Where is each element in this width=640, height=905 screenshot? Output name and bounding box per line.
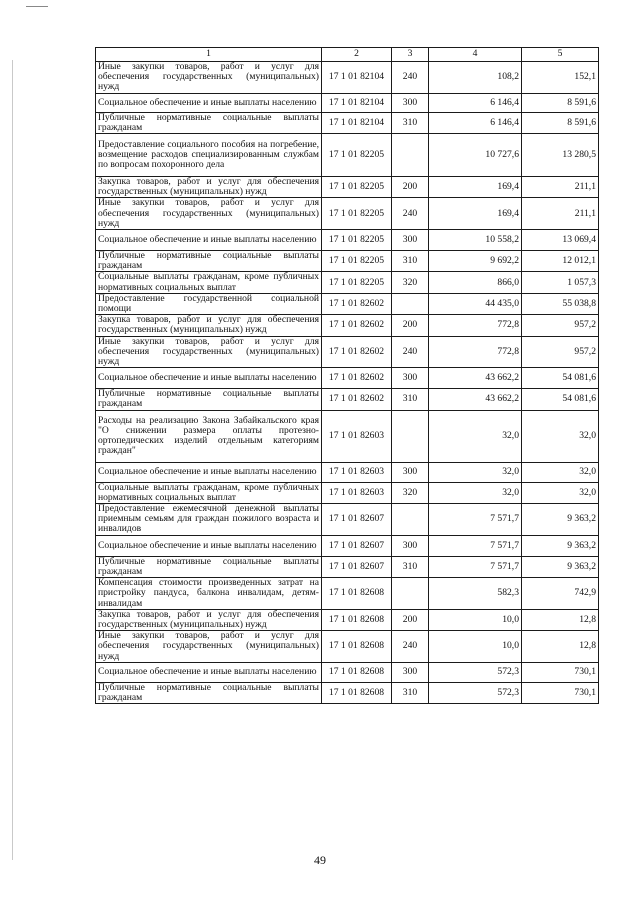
cell-amount-year-2: 8 591,6 bbox=[522, 112, 599, 133]
cell-description: Социальное обеспечение и иные выплаты населению bbox=[96, 93, 322, 112]
cell-expense-type: 240 bbox=[392, 198, 429, 230]
table-row bbox=[96, 662, 599, 682]
table-row bbox=[96, 272, 599, 293]
table-row bbox=[96, 198, 599, 230]
table-row bbox=[96, 336, 599, 368]
cell-amount-year-2: 12,8 bbox=[522, 609, 599, 630]
cell-expense-type: 240 bbox=[392, 62, 429, 94]
table-row bbox=[96, 112, 599, 133]
cell-amount-year-1: 7 571,7 bbox=[429, 535, 522, 556]
cell-expense-type: 310 bbox=[392, 389, 429, 410]
cell-amount-year-1: 572,3 bbox=[429, 682, 522, 703]
cell-target-code: 17 1 01 82602 bbox=[322, 336, 392, 368]
cell-description: Публичные нормативные социальные выплаты гражданам bbox=[96, 389, 322, 410]
cell-amount-year-1: 572,3 bbox=[429, 662, 522, 682]
cell-amount-year-2: 32,0 bbox=[522, 462, 599, 482]
cell-expense-type: 300 bbox=[392, 93, 429, 112]
cell-target-code: 17 1 01 82602 bbox=[322, 368, 392, 389]
table-row bbox=[96, 62, 599, 94]
cell-amount-year-2: 13 280,5 bbox=[522, 134, 599, 177]
cell-target-code: 17 1 01 82205 bbox=[322, 177, 392, 198]
table-row bbox=[96, 251, 599, 272]
cell-description: Публичные нормативные социальные выплаты гражданам bbox=[96, 556, 322, 577]
cell-amount-year-2: 54 081,6 bbox=[522, 368, 599, 389]
cell-target-code: 17 1 01 82104 bbox=[322, 112, 392, 133]
cell-amount-year-2: 211,1 bbox=[522, 177, 599, 198]
cell-expense-type: 310 bbox=[392, 112, 429, 133]
cell-target-code: 17 1 01 82603 bbox=[322, 462, 392, 482]
cell-description: Предоставление государственной социальной помощи bbox=[96, 293, 322, 314]
cell-description: Закупка товаров, работ и услуг для обеспечения государственных (муниципальных) нужд bbox=[96, 315, 322, 336]
cell-expense-type: 300 bbox=[392, 368, 429, 389]
cell-amount-year-1: 10,0 bbox=[429, 609, 522, 630]
cell-description: Иные закупки товаров, работ и услуг для обеспечения государственных (муниципальных) нужд bbox=[96, 198, 322, 230]
table-body bbox=[96, 62, 599, 704]
table-row bbox=[96, 315, 599, 336]
table-row bbox=[96, 410, 599, 462]
table-row bbox=[96, 93, 599, 112]
cell-target-code: 17 1 01 82608 bbox=[322, 631, 392, 663]
cell-target-code: 17 1 01 82607 bbox=[322, 504, 392, 536]
table-header bbox=[96, 48, 599, 62]
cell-description: Закупка товаров, работ и услуг для обеспечения государственных (муниципальных) нужд bbox=[96, 609, 322, 630]
cell-target-code: 17 1 01 82608 bbox=[322, 609, 392, 630]
cell-description: Публичные нормативные социальные выплаты гражданам bbox=[96, 112, 322, 133]
table-row bbox=[96, 134, 599, 177]
cell-expense-type bbox=[392, 293, 429, 314]
cell-amount-year-2: 12 012,1 bbox=[522, 251, 599, 272]
cell-description: Социальное обеспечение и иные выплаты населению bbox=[96, 462, 322, 482]
cell-description: Иные закупки товаров, работ и услуг для обеспечения государственных (муниципальных) нужд bbox=[96, 631, 322, 663]
cell-amount-year-2: 152,1 bbox=[522, 62, 599, 94]
cell-target-code: 17 1 01 82603 bbox=[322, 482, 392, 503]
cell-amount-year-1: 108,2 bbox=[429, 62, 522, 94]
cell-description: Иные закупки товаров, работ и услуг для обеспечения государственных (муниципальных) нужд bbox=[96, 336, 322, 368]
cell-amount-year-1: 169,4 bbox=[429, 177, 522, 198]
cell-amount-year-1: 43 662,2 bbox=[429, 389, 522, 410]
cell-amount-year-2: 12,8 bbox=[522, 631, 599, 663]
cell-description: Социальное обеспечение и иные выплаты населению bbox=[96, 230, 322, 251]
cell-amount-year-1: 32,0 bbox=[429, 410, 522, 462]
table-row bbox=[96, 482, 599, 503]
header-col-2: 2 bbox=[322, 48, 392, 62]
cell-amount-year-1: 43 662,2 bbox=[429, 368, 522, 389]
cell-expense-type: 200 bbox=[392, 609, 429, 630]
table-row bbox=[96, 682, 599, 703]
header-col-3: 3 bbox=[392, 48, 429, 62]
cell-amount-year-1: 32,0 bbox=[429, 482, 522, 503]
cell-target-code: 17 1 01 82104 bbox=[322, 93, 392, 112]
table-row bbox=[96, 368, 599, 389]
cell-target-code: 17 1 01 82205 bbox=[322, 230, 392, 251]
cell-expense-type: 320 bbox=[392, 272, 429, 293]
cell-description: Социальные выплаты гражданам, кроме публичных нормативных социальных выплат bbox=[96, 482, 322, 503]
cell-target-code: 17 1 01 82205 bbox=[322, 251, 392, 272]
cell-target-code: 17 1 01 82205 bbox=[322, 272, 392, 293]
cell-amount-year-2: 957,2 bbox=[522, 315, 599, 336]
cell-expense-type: 300 bbox=[392, 230, 429, 251]
table-row bbox=[96, 293, 599, 314]
cell-description: Предоставление социального пособия на погребение, возмещение расходов специализированным службам по вопросам похоронного дела bbox=[96, 134, 322, 177]
cell-target-code: 17 1 01 82602 bbox=[322, 293, 392, 314]
cell-amount-year-1: 866,0 bbox=[429, 272, 522, 293]
cell-amount-year-1: 169,4 bbox=[429, 198, 522, 230]
cell-expense-type: 310 bbox=[392, 682, 429, 703]
cell-target-code: 17 1 01 82602 bbox=[322, 315, 392, 336]
cell-amount-year-1: 582,3 bbox=[429, 578, 522, 610]
cell-amount-year-1: 10 558,2 bbox=[429, 230, 522, 251]
table-row bbox=[96, 462, 599, 482]
cell-amount-year-2: 9 363,2 bbox=[522, 535, 599, 556]
cell-expense-type: 310 bbox=[392, 556, 429, 577]
cell-description: Иные закупки товаров, работ и услуг для обеспечения государственных (муниципальных) нужд bbox=[96, 62, 322, 94]
cell-amount-year-2: 9 363,2 bbox=[522, 504, 599, 536]
cell-expense-type: 200 bbox=[392, 177, 429, 198]
cell-expense-type bbox=[392, 504, 429, 536]
cell-description: Предоставление ежемесячной денежной выплаты приемным семьям для граждан пожилого возраста и инвалидов bbox=[96, 504, 322, 536]
cell-amount-year-2: 32,0 bbox=[522, 410, 599, 462]
cell-amount-year-1: 7 571,7 bbox=[429, 504, 522, 536]
cell-target-code: 17 1 01 82205 bbox=[322, 198, 392, 230]
cell-target-code: 17 1 01 82608 bbox=[322, 662, 392, 682]
cell-amount-year-1: 7 571,7 bbox=[429, 556, 522, 577]
table-row bbox=[96, 389, 599, 410]
cell-amount-year-2: 9 363,2 bbox=[522, 556, 599, 577]
cell-expense-type: 300 bbox=[392, 662, 429, 682]
cell-target-code: 17 1 01 82603 bbox=[322, 410, 392, 462]
cell-amount-year-1: 772,8 bbox=[429, 336, 522, 368]
table-row bbox=[96, 578, 599, 610]
header-col-1: 1 bbox=[96, 48, 322, 62]
table-row bbox=[96, 177, 599, 198]
cell-expense-type: 200 bbox=[392, 315, 429, 336]
cell-expense-type: 240 bbox=[392, 336, 429, 368]
cell-amount-year-1: 44 435,0 bbox=[429, 293, 522, 314]
page-number: 49 bbox=[314, 853, 326, 867]
cell-description: Публичные нормативные социальные выплаты гражданам bbox=[96, 682, 322, 703]
cell-amount-year-1: 32,0 bbox=[429, 462, 522, 482]
table-row bbox=[96, 556, 599, 577]
header-col-4: 4 bbox=[429, 48, 522, 62]
cell-description: Социальные выплаты гражданам, кроме публичных нормативных социальных выплат bbox=[96, 272, 322, 293]
cell-amount-year-2: 730,1 bbox=[522, 662, 599, 682]
cell-target-code: 17 1 01 82205 bbox=[322, 134, 392, 177]
cell-description: Социальное обеспечение и иные выплаты населению bbox=[96, 535, 322, 556]
cell-description: Публичные нормативные социальные выплаты гражданам bbox=[96, 251, 322, 272]
cell-amount-year-2: 1 057,3 bbox=[522, 272, 599, 293]
cell-description: Социальное обеспечение и иные выплаты населению bbox=[96, 368, 322, 389]
cell-amount-year-2: 13 069,4 bbox=[522, 230, 599, 251]
table-row bbox=[96, 609, 599, 630]
cell-amount-year-1: 10,0 bbox=[429, 631, 522, 663]
cell-amount-year-1: 772,8 bbox=[429, 315, 522, 336]
cell-description: Социальное обеспечение и иные выплаты населению bbox=[96, 662, 322, 682]
cell-amount-year-2: 32,0 bbox=[522, 482, 599, 503]
cell-amount-year-2: 742,9 bbox=[522, 578, 599, 610]
header-row bbox=[96, 48, 599, 62]
cell-description: Компенсация стоимости произведенных затрат на пристройку пандуса, балкона инвалидам, детям-инвалидам bbox=[96, 578, 322, 610]
cell-amount-year-2: 55 038,8 bbox=[522, 293, 599, 314]
cell-expense-type: 300 bbox=[392, 462, 429, 482]
cell-amount-year-2: 211,1 bbox=[522, 198, 599, 230]
cell-target-code: 17 1 01 82608 bbox=[322, 578, 392, 610]
cell-expense-type bbox=[392, 578, 429, 610]
cell-expense-type: 320 bbox=[392, 482, 429, 503]
cell-expense-type: 240 bbox=[392, 631, 429, 663]
cell-description: Закупка товаров, работ и услуг для обеспечения государственных (муниципальных) нужд bbox=[96, 177, 322, 198]
scan-edge-line bbox=[12, 60, 13, 860]
cell-expense-type: 300 bbox=[392, 535, 429, 556]
cell-amount-year-1: 6 146,4 bbox=[429, 93, 522, 112]
cell-amount-year-1: 6 146,4 bbox=[429, 112, 522, 133]
cell-description: Расходы на реализацию Закона Забайкальского края "О снижении размера оплаты протезно-ортопедических изделий отдельным категориям граждан" bbox=[96, 410, 322, 462]
cell-target-code: 17 1 01 82104 bbox=[322, 62, 392, 94]
cell-amount-year-2: 54 081,6 bbox=[522, 389, 599, 410]
cell-expense-type bbox=[392, 134, 429, 177]
table-row bbox=[96, 504, 599, 536]
cell-target-code: 17 1 01 82607 bbox=[322, 556, 392, 577]
table-row bbox=[96, 631, 599, 663]
top-rule bbox=[26, 6, 48, 7]
table-row bbox=[96, 535, 599, 556]
cell-target-code: 17 1 01 82607 bbox=[322, 535, 392, 556]
cell-target-code: 17 1 01 82608 bbox=[322, 682, 392, 703]
cell-target-code: 17 1 01 82602 bbox=[322, 389, 392, 410]
cell-amount-year-2: 730,1 bbox=[522, 682, 599, 703]
header-col-5: 5 bbox=[522, 48, 599, 62]
table-row bbox=[96, 230, 599, 251]
cell-expense-type bbox=[392, 410, 429, 462]
cell-amount-year-1: 9 692,2 bbox=[429, 251, 522, 272]
budget-table bbox=[95, 47, 599, 704]
cell-amount-year-1: 10 727,6 bbox=[429, 134, 522, 177]
cell-expense-type: 310 bbox=[392, 251, 429, 272]
cell-amount-year-2: 957,2 bbox=[522, 336, 599, 368]
cell-amount-year-2: 8 591,6 bbox=[522, 93, 599, 112]
